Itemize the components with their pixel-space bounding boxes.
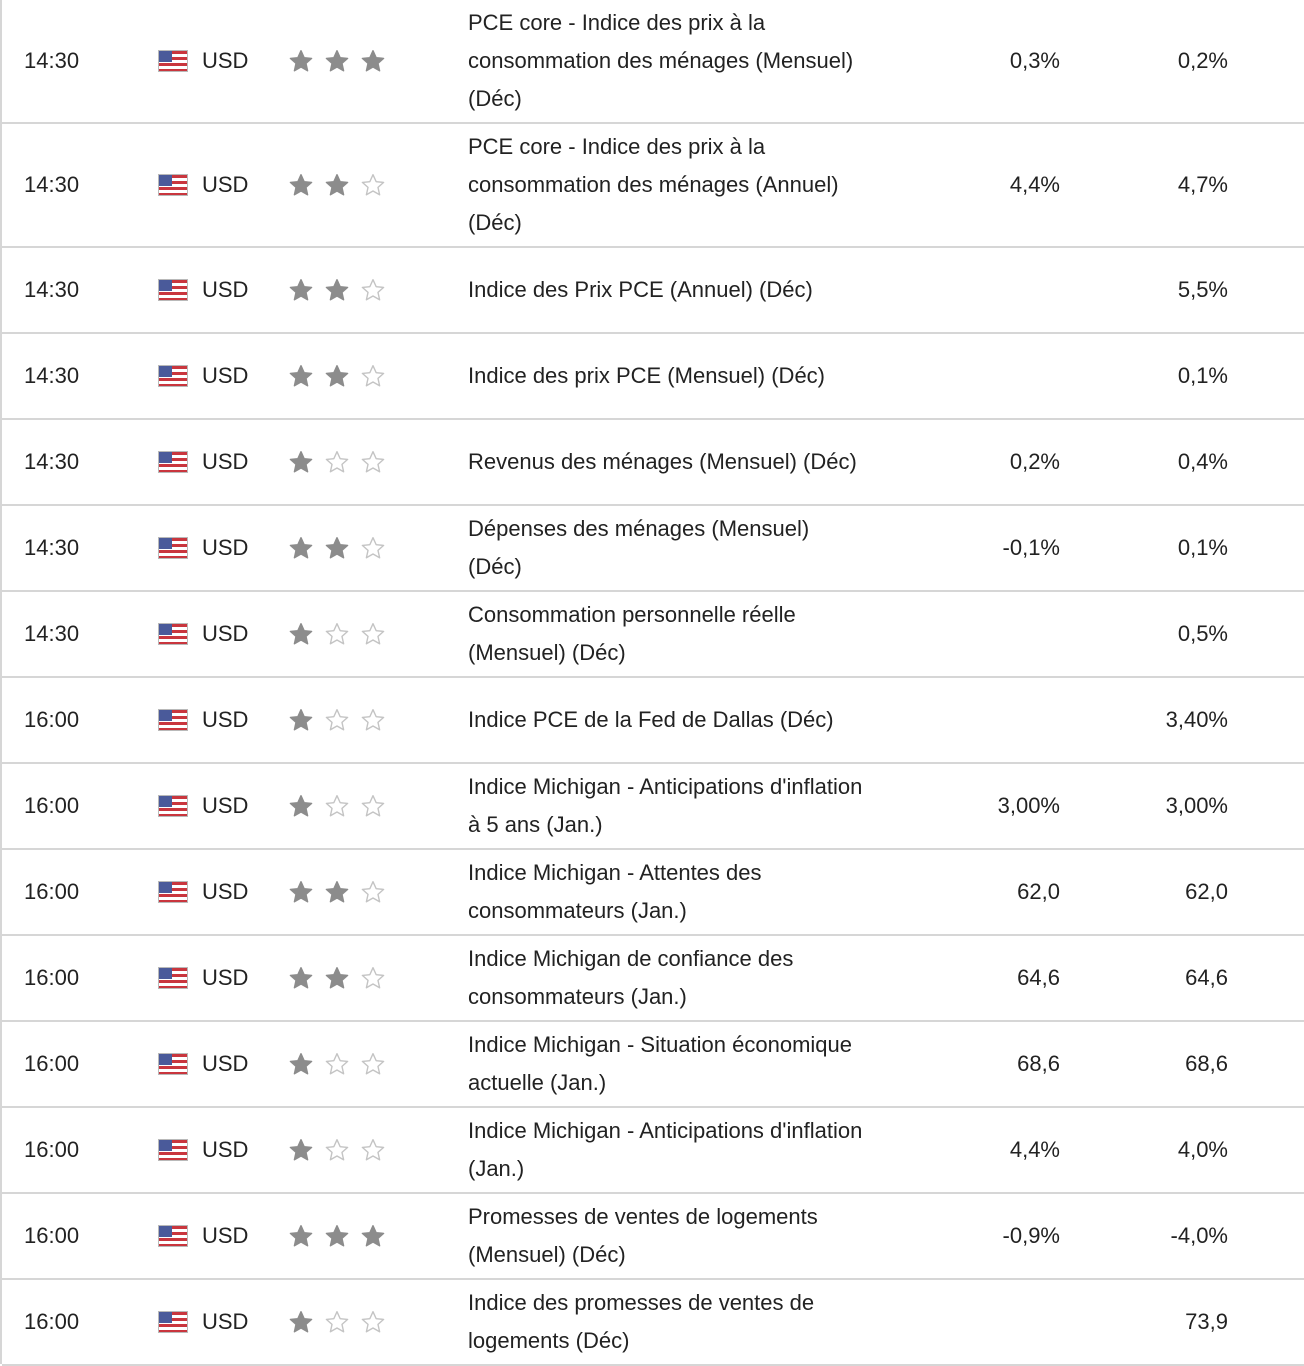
currency-label: USD (202, 48, 249, 73)
table-row[interactable] (2, 334, 1304, 420)
actual-value: 62,0 (1017, 879, 1060, 904)
actual-value: 4,4% (1009, 172, 1060, 197)
importance-rating (288, 764, 398, 848)
star-empty-icon (324, 1051, 350, 1077)
table-row[interactable] (2, 506, 1304, 592)
us-flag-icon (158, 279, 188, 301)
event-name-link[interactable] (468, 420, 868, 504)
forecast-value: 4,0% (1177, 1137, 1228, 1162)
event-time: 16:00 (24, 1051, 80, 1076)
star-empty-icon (360, 621, 386, 647)
currency-cell (158, 1280, 278, 1364)
star-empty-icon (324, 621, 350, 647)
forecast-value: 0,2% (1177, 48, 1228, 73)
star-empty-icon (360, 535, 386, 561)
currency-cell (158, 678, 278, 762)
event-name-link[interactable] (468, 850, 868, 934)
importance-rating (288, 124, 398, 246)
star-filled-icon (360, 48, 386, 74)
us-flag-icon (158, 1139, 188, 1161)
currency-cell (158, 1022, 278, 1106)
star-filled-icon (288, 48, 314, 74)
star-empty-icon (324, 707, 350, 733)
event-time: 14:30 (24, 449, 80, 474)
star-filled-icon (324, 965, 350, 991)
currency-label: USD (202, 535, 249, 560)
us-flag-icon (158, 1311, 188, 1333)
event-name[interactable]: Promesses de ventes de logements (Mensuel) (Déc) (468, 1204, 818, 1267)
forecast-value: 3,40% (1165, 707, 1228, 732)
forecast-value: 3,00% (1165, 793, 1228, 818)
us-flag-icon (158, 967, 188, 989)
forecast-value: 0,1% (1177, 535, 1228, 560)
importance-rating (288, 420, 398, 504)
forecast-value: 4,7% (1177, 172, 1228, 197)
event-name-link[interactable] (468, 334, 868, 418)
us-flag-icon (158, 1225, 188, 1247)
star-empty-icon (360, 449, 386, 475)
event-time: 14:30 (24, 172, 80, 197)
actual-value: 4,4% (1009, 1137, 1060, 1162)
actual-value (882, 678, 1060, 762)
forecast-value: 0,5% (1177, 621, 1228, 646)
forecast-value: 62,0 (1185, 879, 1228, 904)
event-name[interactable]: Consommation personnelle réelle (Mensuel) (Déc) (468, 602, 796, 665)
us-flag-icon (158, 881, 188, 903)
star-filled-icon (324, 535, 350, 561)
star-filled-icon (288, 1223, 314, 1249)
importance-rating (288, 334, 398, 418)
table-row[interactable] (2, 936, 1304, 1022)
star-filled-icon (288, 172, 314, 198)
event-name[interactable]: Indice Michigan - Anticipations d'inflation (Jan.) (468, 1118, 863, 1181)
currency-cell (158, 248, 278, 332)
forecast-value: 0,4% (1177, 449, 1228, 474)
star-filled-icon (288, 793, 314, 819)
us-flag-icon (158, 709, 188, 731)
event-name[interactable]: PCE core - Indice des prix à la consommation des ménages (Mensuel) (Déc) (468, 10, 854, 111)
importance-rating (288, 592, 398, 676)
importance-rating (288, 850, 398, 934)
table-row[interactable] (2, 0, 1304, 124)
event-time: 14:30 (24, 48, 80, 73)
event-name-link[interactable] (468, 1108, 868, 1192)
star-filled-icon (324, 172, 350, 198)
importance-rating (288, 248, 398, 332)
currency-label: USD (202, 172, 249, 197)
actual-value (882, 248, 1060, 332)
forecast-value: -4,0% (1170, 1223, 1228, 1248)
currency-label: USD (202, 1223, 249, 1248)
currency-cell (158, 506, 278, 590)
event-name[interactable]: Indice Michigan - Situation économique actuelle (Jan.) (468, 1032, 853, 1095)
us-flag-icon (158, 623, 188, 645)
event-time: 16:00 (24, 793, 80, 818)
event-name-link[interactable] (468, 248, 868, 332)
importance-rating (288, 1108, 398, 1192)
star-empty-icon (360, 1309, 386, 1335)
us-flag-icon (158, 50, 188, 72)
importance-rating (288, 936, 398, 1020)
star-filled-icon (288, 277, 314, 303)
us-flag-icon (158, 174, 188, 196)
currency-cell (158, 936, 278, 1020)
star-filled-icon (288, 1309, 314, 1335)
event-name-link[interactable] (468, 678, 868, 762)
event-name-link[interactable] (468, 1194, 868, 1278)
actual-value: 3,00% (997, 793, 1060, 818)
currency-cell (158, 420, 278, 504)
star-empty-icon (324, 449, 350, 475)
event-time: 16:00 (24, 965, 80, 990)
table-row[interactable] (2, 124, 1304, 248)
table-row[interactable] (2, 1194, 1304, 1280)
forecast-value: 0,1% (1177, 363, 1228, 388)
event-name-link[interactable] (468, 124, 868, 246)
event-name[interactable]: Indice Michigan de confiance des consommateurs (Jan.) (468, 946, 794, 1009)
actual-value: 64,6 (1017, 965, 1060, 990)
event-time: 16:00 (24, 879, 80, 904)
event-name[interactable]: Indice des prix PCE (Mensuel) (Déc) (468, 363, 826, 388)
importance-rating (288, 506, 398, 590)
star-empty-icon (360, 965, 386, 991)
actual-value: -0,9% (1002, 1223, 1060, 1248)
star-filled-icon (324, 48, 350, 74)
star-empty-icon (324, 1309, 350, 1335)
forecast-value: 5,5% (1177, 277, 1228, 302)
currency-label: USD (202, 449, 249, 474)
star-empty-icon (360, 707, 386, 733)
star-filled-icon (288, 535, 314, 561)
table-row[interactable] (2, 420, 1304, 506)
actual-value (882, 334, 1060, 418)
currency-label: USD (202, 621, 249, 646)
star-filled-icon (324, 1223, 350, 1249)
event-name[interactable]: Indice des promesses de ventes de logements (Déc) (468, 1290, 815, 1353)
table-row[interactable] (2, 1280, 1304, 1366)
currency-label: USD (202, 707, 249, 732)
currency-cell (158, 334, 278, 418)
currency-cell (158, 850, 278, 934)
star-filled-icon (324, 277, 350, 303)
star-filled-icon (288, 1051, 314, 1077)
event-name-link[interactable] (468, 936, 868, 1020)
us-flag-icon (158, 365, 188, 387)
event-time: 16:00 (24, 1309, 80, 1334)
event-name-link[interactable] (468, 764, 868, 848)
actual-value: -0,1% (1002, 535, 1060, 560)
star-empty-icon (324, 793, 350, 819)
event-name[interactable]: Indice Michigan - Attentes des consommateurs (Jan.) (468, 860, 762, 923)
currency-label: USD (202, 965, 249, 990)
currency-label: USD (202, 879, 249, 904)
star-filled-icon (324, 363, 350, 389)
star-filled-icon (288, 363, 314, 389)
event-name-link[interactable] (468, 506, 868, 590)
event-time: 14:30 (24, 363, 80, 388)
star-filled-icon (288, 879, 314, 905)
currency-label: USD (202, 277, 249, 302)
importance-rating (288, 1022, 398, 1106)
star-empty-icon (324, 1137, 350, 1163)
star-empty-icon (360, 1137, 386, 1163)
currency-cell (158, 1194, 278, 1278)
importance-rating (288, 678, 398, 762)
event-time: 14:30 (24, 277, 80, 302)
event-name-link[interactable] (468, 592, 868, 676)
event-time: 14:30 (24, 621, 80, 646)
event-time: 16:00 (24, 707, 80, 732)
star-empty-icon (360, 1051, 386, 1077)
table-row[interactable] (2, 850, 1304, 936)
importance-rating (288, 1280, 398, 1364)
us-flag-icon (158, 451, 188, 473)
table-row[interactable] (2, 678, 1304, 764)
table-row[interactable] (2, 248, 1304, 334)
star-empty-icon (360, 793, 386, 819)
currency-cell (158, 592, 278, 676)
currency-label: USD (202, 793, 249, 818)
us-flag-icon (158, 537, 188, 559)
star-filled-icon (288, 449, 314, 475)
event-name[interactable]: PCE core - Indice des prix à la consommation des ménages (Annuel) (Déc) (468, 134, 839, 235)
star-filled-icon (288, 965, 314, 991)
event-time: 16:00 (24, 1223, 80, 1248)
event-name-link[interactable] (468, 1022, 868, 1106)
table-row[interactable] (2, 592, 1304, 678)
importance-rating (288, 1194, 398, 1278)
actual-value: 68,6 (1017, 1051, 1060, 1076)
currency-cell (158, 124, 278, 246)
actual-value: 0,2% (1009, 449, 1060, 474)
importance-rating (288, 0, 398, 122)
forecast-value: 68,6 (1185, 1051, 1228, 1076)
star-empty-icon (360, 277, 386, 303)
actual-value (882, 1280, 1060, 1364)
event-time: 14:30 (24, 535, 80, 560)
event-name-link[interactable] (468, 1280, 868, 1364)
event-time: 16:00 (24, 1137, 80, 1162)
table-row[interactable] (2, 764, 1304, 850)
currency-label: USD (202, 1137, 249, 1162)
event-name-link[interactable] (468, 0, 868, 122)
currency-label: USD (202, 363, 249, 388)
table-row[interactable] (2, 1108, 1304, 1194)
star-filled-icon (360, 1223, 386, 1249)
currency-label: USD (202, 1051, 249, 1076)
star-empty-icon (360, 363, 386, 389)
currency-label: USD (202, 1309, 249, 1334)
us-flag-icon (158, 795, 188, 817)
us-flag-icon (158, 1053, 188, 1075)
star-filled-icon (324, 879, 350, 905)
table-row[interactable] (2, 1022, 1304, 1108)
star-empty-icon (360, 879, 386, 905)
event-name[interactable]: Indice PCE de la Fed de Dallas (Déc) (468, 707, 834, 732)
event-name[interactable]: Dépenses des ménages (Mensuel) (Déc) (468, 516, 810, 579)
currency-cell (158, 764, 278, 848)
actual-value (882, 592, 1060, 676)
forecast-value: 73,9 (1185, 1309, 1228, 1334)
event-name[interactable]: Revenus des ménages (Mensuel) (Déc) (468, 449, 857, 474)
currency-cell (158, 1108, 278, 1192)
event-name[interactable]: Indice des Prix PCE (Annuel) (Déc) (468, 277, 813, 302)
star-empty-icon (360, 172, 386, 198)
star-filled-icon (288, 621, 314, 647)
currency-cell (158, 0, 278, 122)
star-filled-icon (288, 707, 314, 733)
forecast-value: 64,6 (1185, 965, 1228, 990)
star-filled-icon (288, 1137, 314, 1163)
event-name[interactable]: Indice Michigan - Anticipations d'inflation à 5 ans (Jan.) (468, 774, 863, 837)
actual-value: 0,3% (1009, 48, 1060, 73)
